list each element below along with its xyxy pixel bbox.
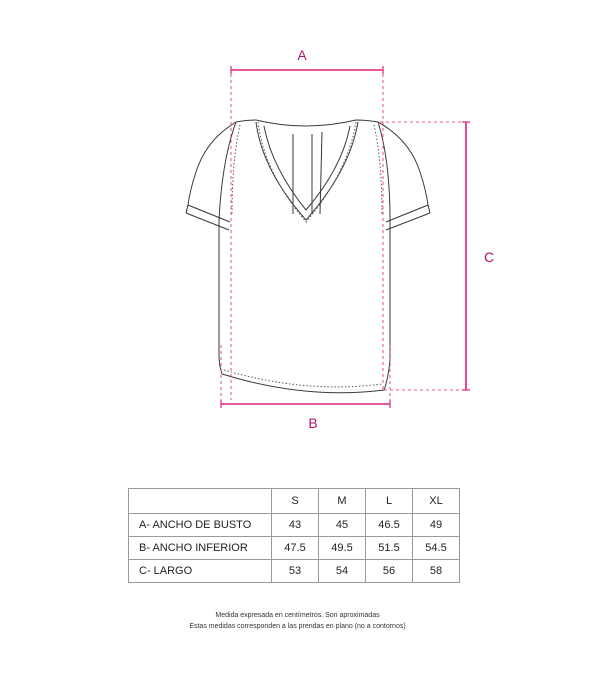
table-cell: 43 bbox=[272, 514, 319, 537]
right-cuff-line bbox=[386, 213, 430, 230]
tshirt-outline bbox=[186, 120, 430, 393]
dimension-c bbox=[380, 122, 470, 390]
table-cell: 54.5 bbox=[413, 537, 460, 560]
dimension-a bbox=[231, 66, 383, 400]
table-header-row bbox=[129, 489, 460, 514]
table-cell: 53 bbox=[272, 560, 319, 583]
table-cell: 58 bbox=[413, 560, 460, 583]
table-cell: 54 bbox=[319, 560, 366, 583]
stitching bbox=[224, 122, 382, 387]
table-cell: 49.5 bbox=[319, 537, 366, 560]
dimension-label-c: C bbox=[483, 249, 495, 265]
left-sleeve bbox=[188, 122, 236, 222]
left-cuff-line bbox=[186, 213, 229, 230]
table-header-cell bbox=[129, 489, 272, 514]
right-armhole-stitch bbox=[374, 125, 382, 215]
row-label: B- ANCHO INFERIOR bbox=[129, 537, 272, 560]
row-label: C- LARGO bbox=[129, 560, 272, 583]
table-row bbox=[129, 537, 460, 560]
table-row bbox=[129, 560, 460, 583]
footnote-line-2: Estas medidas corresponden a las prendas en plano (no a contornos) bbox=[189, 623, 406, 630]
size-table bbox=[128, 488, 460, 583]
table-header-cell: L bbox=[366, 489, 413, 514]
table-cell: 47.5 bbox=[272, 537, 319, 560]
row-label: A- ANCHO DE BUSTO bbox=[129, 514, 272, 537]
left-cuff-line bbox=[186, 205, 188, 213]
dimension-label-a: A bbox=[297, 47, 307, 63]
footnote-line-1: Medida expresada en centímetros. Son aproximadas bbox=[215, 612, 380, 619]
table-cell: 51.5 bbox=[366, 537, 413, 560]
dimension-b bbox=[221, 345, 390, 408]
table-header-cell: S bbox=[272, 489, 319, 514]
table-cell: 49 bbox=[413, 514, 460, 537]
v-neck bbox=[256, 122, 358, 220]
table-cell: 46.5 bbox=[366, 514, 413, 537]
table-header-cell: XL bbox=[413, 489, 460, 514]
table-cell: 45 bbox=[319, 514, 366, 537]
dimension-label-b: B bbox=[308, 415, 318, 431]
tshirt-body bbox=[219, 120, 390, 393]
table-row bbox=[129, 514, 460, 537]
right-sleeve bbox=[378, 122, 428, 222]
table-cell: 56 bbox=[366, 560, 413, 583]
v-neck-inner bbox=[264, 126, 350, 210]
table-header-cell: M bbox=[319, 489, 366, 514]
hem-stitch bbox=[224, 370, 382, 387]
left-armhole-stitch bbox=[232, 125, 240, 215]
right-cuff-line bbox=[428, 205, 430, 213]
